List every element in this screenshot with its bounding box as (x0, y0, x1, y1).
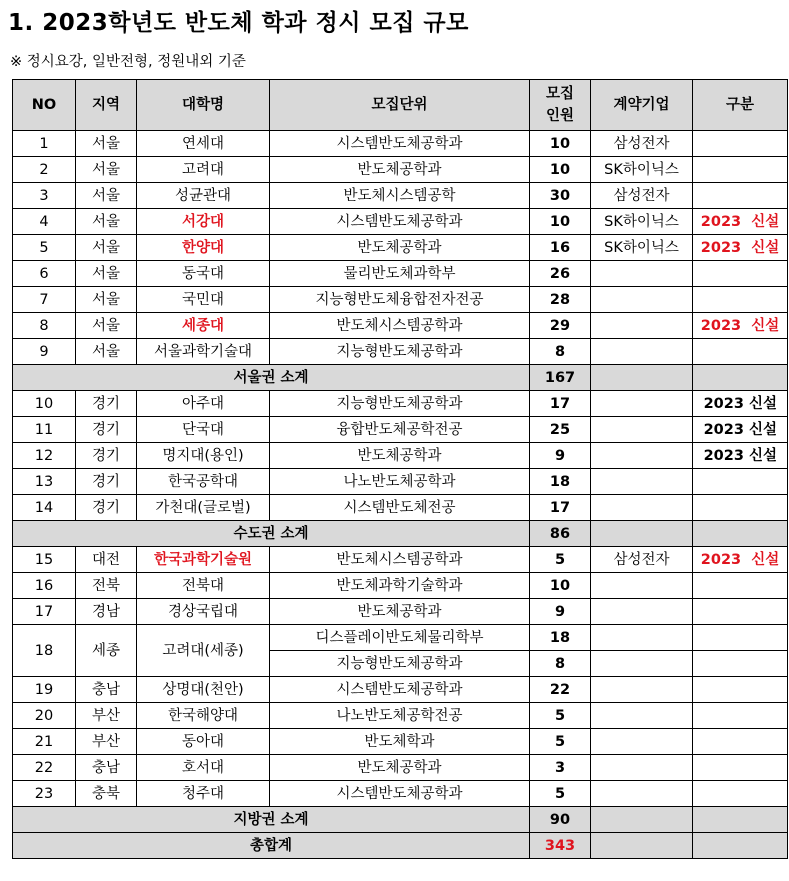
cell-region: 세종 (76, 625, 137, 677)
cell-univ: 서강대 (137, 209, 270, 235)
cell-no: 20 (13, 703, 76, 729)
cell-no: 10 (13, 391, 76, 417)
cell-category: 2023 신설 (693, 547, 788, 573)
cell-category: 2023 신설 (693, 209, 788, 235)
cell-univ: 한국과학기술원 (137, 547, 270, 573)
cell-count: 18 (530, 625, 591, 651)
cell-category (693, 703, 788, 729)
table-row (13, 469, 788, 495)
cell-no: 5 (13, 235, 76, 261)
header-count (530, 80, 591, 131)
cell-company (591, 339, 693, 365)
cell-region: 경기 (76, 495, 137, 521)
cell-unit: 지능형반도체공학과 (270, 651, 530, 677)
table-row (13, 235, 788, 261)
cell-company (591, 651, 693, 677)
header-univ: 대학명 (137, 80, 270, 131)
cell-company: 삼성전자 (591, 547, 693, 573)
cell-category (693, 599, 788, 625)
cell-unit: 시스템반도체공학과 (270, 209, 530, 235)
cell-unit: 반도체시스템공학과 (270, 313, 530, 339)
cell-count: 8 (530, 651, 591, 677)
subtotal-label: 지방권 소계 (13, 807, 530, 833)
criteria-note: ※ 정시요강, 일반전형, 정원내외 기준 (10, 54, 246, 70)
cell-univ: 전북대 (137, 573, 270, 599)
cell-company (591, 313, 693, 339)
cell-no: 13 (13, 469, 76, 495)
table-row (13, 677, 788, 703)
cell-no: 9 (13, 339, 76, 365)
table-row (13, 599, 788, 625)
cell-company (591, 495, 693, 521)
table-row (13, 417, 788, 443)
grand-total-label: 총합계 (13, 833, 530, 859)
cell-region: 부산 (76, 729, 137, 755)
cell-count: 17 (530, 495, 591, 521)
cell-category (693, 157, 788, 183)
cell-univ: 국민대 (137, 287, 270, 313)
cell-category (693, 495, 788, 521)
cell-no: 21 (13, 729, 76, 755)
cell-unit: 지능형반도체공학과 (270, 339, 530, 365)
table-row (13, 495, 788, 521)
cell-univ: 성균관대 (137, 183, 270, 209)
total-empty (693, 833, 788, 859)
cell-company (591, 677, 693, 703)
cell-category (693, 781, 788, 807)
cell-region: 대전 (76, 547, 137, 573)
cell-region: 경기 (76, 391, 137, 417)
cell-unit: 반도체학과 (270, 729, 530, 755)
header-unit: 모집단위 (270, 80, 530, 131)
table-row (13, 183, 788, 209)
recruitment-table (12, 79, 788, 859)
cell-category (693, 677, 788, 703)
cell-unit: 나노반도체공학전공 (270, 703, 530, 729)
cell-unit: 시스템반도체전공 (270, 495, 530, 521)
subtotal-row-capital (13, 521, 788, 547)
cell-no: 6 (13, 261, 76, 287)
subtotal-empty (591, 521, 693, 547)
cell-count: 16 (530, 235, 591, 261)
header-company: 계약기업 (591, 80, 693, 131)
cell-region: 서울 (76, 183, 137, 209)
cell-category (693, 183, 788, 209)
table-row (13, 781, 788, 807)
cell-company (591, 755, 693, 781)
cell-no: 4 (13, 209, 76, 235)
table-row (13, 443, 788, 469)
cell-company (591, 287, 693, 313)
table-row (13, 157, 788, 183)
cell-univ: 아주대 (137, 391, 270, 417)
subtotal-row-seoul (13, 365, 788, 391)
cell-region: 서울 (76, 131, 137, 157)
cell-unit: 반도체공학과 (270, 235, 530, 261)
subtotal-empty (591, 365, 693, 391)
cell-unit: 반도체과학기술학과 (270, 573, 530, 599)
cell-no: 11 (13, 417, 76, 443)
cell-no: 18 (13, 625, 76, 677)
cell-univ: 한국공학대 (137, 469, 270, 495)
cell-no: 12 (13, 443, 76, 469)
cell-region: 부산 (76, 703, 137, 729)
cell-region: 충남 (76, 677, 137, 703)
cell-category (693, 287, 788, 313)
cell-category: 2023 신설 (693, 417, 788, 443)
cell-region: 전북 (76, 573, 137, 599)
cell-category (693, 339, 788, 365)
cell-category: 2023 신설 (693, 313, 788, 339)
cell-no: 22 (13, 755, 76, 781)
cell-category (693, 755, 788, 781)
cell-unit: 반도체시스템공학과 (270, 547, 530, 573)
cell-region: 서울 (76, 157, 137, 183)
cell-count: 5 (530, 547, 591, 573)
cell-category: 2023 신설 (693, 391, 788, 417)
cell-no: 1 (13, 131, 76, 157)
cell-univ: 서울과학기술대 (137, 339, 270, 365)
grand-total-row (13, 833, 788, 859)
cell-company: 삼성전자 (591, 183, 693, 209)
table-row (13, 729, 788, 755)
cell-unit: 반도체공학과 (270, 157, 530, 183)
cell-company: 삼성전자 (591, 131, 693, 157)
cell-univ: 한양대 (137, 235, 270, 261)
cell-company (591, 703, 693, 729)
cell-region: 충남 (76, 755, 137, 781)
cell-count: 3 (530, 755, 591, 781)
cell-count: 30 (530, 183, 591, 209)
cell-category (693, 651, 788, 677)
cell-univ: 동국대 (137, 261, 270, 287)
header-category: 구분 (693, 80, 788, 131)
cell-unit: 나노반도체공학과 (270, 469, 530, 495)
cell-count: 28 (530, 287, 591, 313)
cell-unit: 반도체공학과 (270, 755, 530, 781)
table-row (13, 547, 788, 573)
cell-region: 서울 (76, 235, 137, 261)
cell-no: 23 (13, 781, 76, 807)
cell-company (591, 573, 693, 599)
cell-count: 18 (530, 469, 591, 495)
cell-count: 29 (530, 313, 591, 339)
cell-unit: 디스플레이반도체물리학부 (270, 625, 530, 651)
cell-univ: 동아대 (137, 729, 270, 755)
cell-unit: 지능형반도체공학과 (270, 391, 530, 417)
header-count-line1: 모집 (545, 86, 574, 102)
subtotal-row-regional (13, 807, 788, 833)
cell-company (591, 599, 693, 625)
total-empty (591, 833, 693, 859)
cell-univ: 상명대(천안) (137, 677, 270, 703)
cell-category: 2023 신설 (693, 235, 788, 261)
cell-count: 22 (530, 677, 591, 703)
cell-univ: 고려대(세종) (137, 625, 270, 677)
cell-region: 서울 (76, 209, 137, 235)
cell-category (693, 131, 788, 157)
cell-univ: 연세대 (137, 131, 270, 157)
cell-count: 9 (530, 599, 591, 625)
subtotal-empty (591, 807, 693, 833)
cell-category (693, 573, 788, 599)
cell-no: 16 (13, 573, 76, 599)
cell-region: 경기 (76, 443, 137, 469)
cell-univ: 호서대 (137, 755, 270, 781)
page-title: 1. 2023학년도 반도체 학과 정시 모집 규모 (8, 10, 469, 36)
cell-no: 15 (13, 547, 76, 573)
subtotal-label: 수도권 소계 (13, 521, 530, 547)
table-row (13, 131, 788, 157)
table-row (13, 261, 788, 287)
cell-company (591, 417, 693, 443)
subtotal-count: 167 (530, 365, 591, 391)
cell-no: 17 (13, 599, 76, 625)
table-row (13, 625, 788, 651)
grand-total-count: 343 (530, 833, 591, 859)
cell-count: 26 (530, 261, 591, 287)
header-region: 지역 (76, 80, 137, 131)
cell-company (591, 443, 693, 469)
cell-unit: 반도체공학과 (270, 443, 530, 469)
cell-company (591, 261, 693, 287)
cell-count: 5 (530, 781, 591, 807)
cell-region: 서울 (76, 339, 137, 365)
subtotal-empty (693, 521, 788, 547)
cell-unit: 시스템반도체공학과 (270, 677, 530, 703)
cell-category (693, 625, 788, 651)
subtotal-label: 서울권 소계 (13, 365, 530, 391)
cell-univ: 세종대 (137, 313, 270, 339)
cell-company: SK하이닉스 (591, 157, 693, 183)
cell-count: 8 (530, 339, 591, 365)
subtotal-empty (693, 807, 788, 833)
cell-unit: 시스템반도체공학과 (270, 781, 530, 807)
subtotal-count: 86 (530, 521, 591, 547)
cell-univ: 고려대 (137, 157, 270, 183)
table-row (13, 287, 788, 313)
cell-category (693, 729, 788, 755)
header-no: NO (13, 80, 76, 131)
cell-region: 경남 (76, 599, 137, 625)
cell-region: 서울 (76, 261, 137, 287)
cell-unit: 반도체공학과 (270, 599, 530, 625)
cell-company (591, 469, 693, 495)
cell-count: 10 (530, 573, 591, 599)
subtotal-empty (693, 365, 788, 391)
cell-category (693, 469, 788, 495)
cell-company (591, 391, 693, 417)
cell-count: 10 (530, 209, 591, 235)
cell-category: 2023 신설 (693, 443, 788, 469)
cell-unit: 지능형반도체융합전자전공 (270, 287, 530, 313)
table-row (13, 755, 788, 781)
table-row (13, 703, 788, 729)
cell-no: 14 (13, 495, 76, 521)
cell-count: 5 (530, 703, 591, 729)
header-count-line2: 인원 (545, 108, 574, 124)
cell-univ: 명지대(용인) (137, 443, 270, 469)
cell-company (591, 729, 693, 755)
cell-company: SK하이닉스 (591, 209, 693, 235)
cell-unit: 물리반도체과학부 (270, 261, 530, 287)
cell-count: 5 (530, 729, 591, 755)
cell-count: 9 (530, 443, 591, 469)
cell-unit: 반도체시스템공학 (270, 183, 530, 209)
cell-region: 경기 (76, 469, 137, 495)
cell-univ: 한국해양대 (137, 703, 270, 729)
table-row (13, 573, 788, 599)
cell-univ: 청주대 (137, 781, 270, 807)
cell-univ: 가천대(글로벌) (137, 495, 270, 521)
table-header-row (13, 80, 788, 131)
cell-count: 17 (530, 391, 591, 417)
cell-unit: 시스템반도체공학과 (270, 131, 530, 157)
table-row (13, 313, 788, 339)
cell-univ: 단국대 (137, 417, 270, 443)
cell-no: 2 (13, 157, 76, 183)
cell-company (591, 781, 693, 807)
cell-region: 서울 (76, 313, 137, 339)
subtotal-count: 90 (530, 807, 591, 833)
cell-count: 25 (530, 417, 591, 443)
table-row (13, 209, 788, 235)
cell-count: 10 (530, 131, 591, 157)
cell-no: 3 (13, 183, 76, 209)
cell-region: 충북 (76, 781, 137, 807)
cell-category (693, 261, 788, 287)
cell-region: 경기 (76, 417, 137, 443)
cell-count: 10 (530, 157, 591, 183)
cell-no: 7 (13, 287, 76, 313)
cell-univ: 경상국립대 (137, 599, 270, 625)
cell-region: 서울 (76, 287, 137, 313)
table-row (13, 339, 788, 365)
cell-company: SK하이닉스 (591, 235, 693, 261)
cell-no: 19 (13, 677, 76, 703)
cell-company (591, 625, 693, 651)
table-row (13, 391, 788, 417)
cell-unit: 융합반도체공학전공 (270, 417, 530, 443)
cell-no: 8 (13, 313, 76, 339)
